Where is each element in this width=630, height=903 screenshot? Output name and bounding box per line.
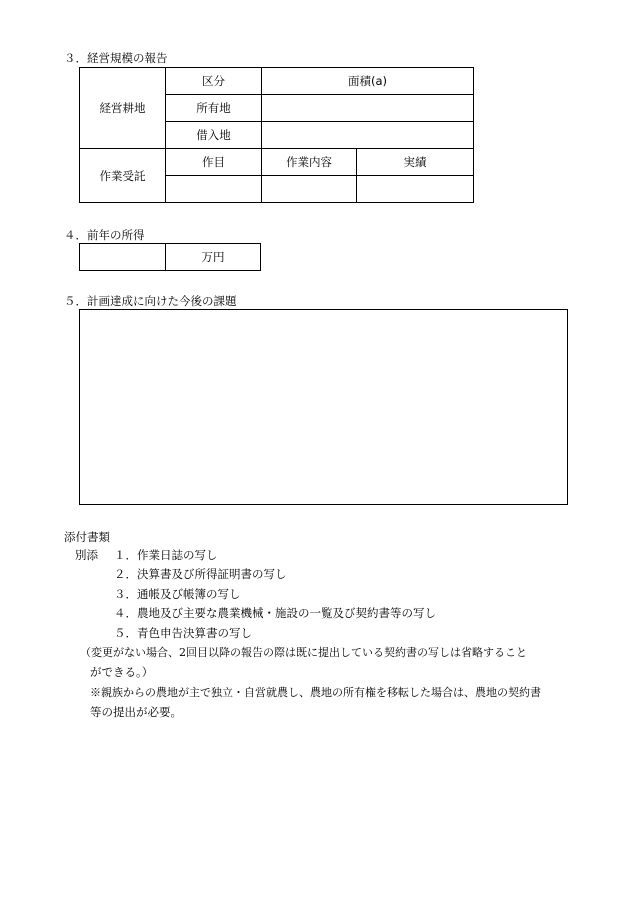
- section4-title: ４．前年の所得: [64, 228, 145, 242]
- attachment-item-4: ４．農地及び主要な農業機械・施設の一覧及び契約書等の写し: [114, 606, 436, 620]
- attachment-item-2: ２．決算書及び所得証明書の写し: [114, 567, 287, 581]
- leased-land-label: 借入地: [166, 122, 262, 149]
- crop-field[interactable]: [166, 176, 262, 203]
- owned-land-area-field[interactable]: [262, 95, 474, 122]
- area-label: 面積(a): [262, 68, 474, 95]
- work-content-label: 作業内容: [262, 149, 357, 176]
- section5-title: ５．計画達成に向けた今後の課題: [64, 294, 237, 308]
- attachment-item-1: １．作業日誌の写し: [114, 548, 218, 562]
- note-1-line-1: （変更がない場合、2回目以降の報告の際は既に提出している契約書の写しは省略すること: [80, 646, 527, 659]
- income-table: [79, 243, 261, 271]
- contract-work-label: 作業受託: [80, 149, 166, 203]
- attachments-title: 添付書類: [64, 530, 110, 544]
- attachment-item-5: ５．青色申告決算書の写し: [114, 626, 252, 640]
- farm-scale-table: [79, 67, 474, 203]
- attachment-item-3: ３．通帳及び帳簿の写し: [114, 587, 241, 601]
- note-1-line-2: ができる。）: [90, 665, 154, 679]
- leased-land-area-field[interactable]: [262, 122, 474, 149]
- income-unit: 万円: [166, 244, 261, 271]
- future-issues-textarea[interactable]: [79, 309, 568, 505]
- note-2-line-1: ※親族からの農地が主で独立・自営就農し、農地の所有権を移転した場合は、農地の契約書: [90, 686, 541, 699]
- income-field[interactable]: [80, 244, 166, 271]
- results-field[interactable]: [357, 176, 474, 203]
- results-label: 実績: [357, 149, 474, 176]
- work-content-field[interactable]: [262, 176, 357, 203]
- farmland-label: 経営耕地: [80, 68, 166, 149]
- attachments-prefix: 別添: [75, 548, 98, 562]
- section3-title: ３．経営規模の報告: [64, 51, 168, 65]
- owned-land-label: 所有地: [166, 95, 262, 122]
- note-2-line-2: 等の提出が必要。: [90, 705, 182, 719]
- crop-label: 作目: [166, 149, 262, 176]
- kubun-label: 区分: [166, 68, 262, 95]
